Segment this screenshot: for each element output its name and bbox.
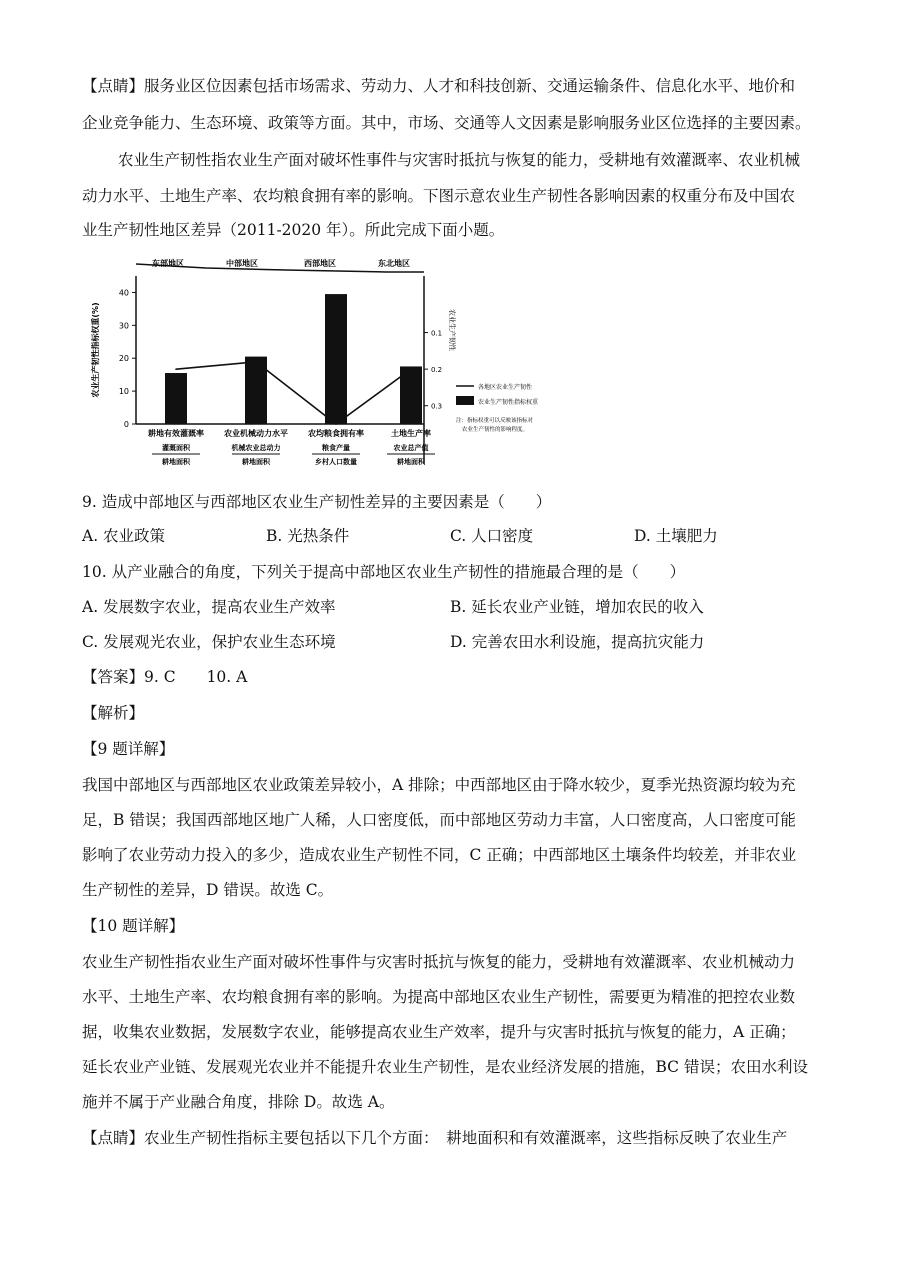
chart-right-tick-label: 0.3 xyxy=(431,402,443,411)
chart-line-point xyxy=(175,368,177,370)
chart-line-point xyxy=(255,361,257,363)
chart-region-label: 东部地区 xyxy=(152,259,184,268)
d9-line-3: 影响了农业劳动力投入的多少，造成农业生产韧性不同，C 正确；中西部地区土壤条件均较差，并非农业 xyxy=(82,846,797,864)
chart-legend-bar-label: 农业生产韧性指标权重 xyxy=(478,399,539,406)
d9-title: 【9 题详解】 xyxy=(82,740,175,758)
q9-stem: 9. 造成中部地区与西部地区农业生产韧性差异的主要因素是（ ） xyxy=(82,493,552,511)
chart-region-label: 东北地区 xyxy=(378,259,410,268)
chart-formula-numerator: 粮食产量 xyxy=(322,444,350,452)
q9-option-c: C. 人口密度 xyxy=(450,527,534,545)
figure-chart xyxy=(84,254,554,476)
q9-option-b: B. 光热条件 xyxy=(266,527,350,545)
chart-bar xyxy=(325,294,347,424)
chart-left-tick-label: 10 xyxy=(118,387,129,397)
top-note-line-1: 【点睛】服务业区位因素包括市场需求、劳动力、人才和科技创新、交通运输条件、信息化水平、地价和 xyxy=(82,77,796,95)
chart-category-label: 农业机械动力水平 xyxy=(224,429,288,438)
chart-formula-numerator: 农业总产值 xyxy=(393,444,429,452)
chart-formula-numerator: 机械农业总动力 xyxy=(231,444,281,452)
d9-line-1: 我国中部地区与西部地区农业政策差异较小，A 排除；中西部地区由于降水较少，夏季光热资源均较为充 xyxy=(82,776,796,794)
bottom-note: 【点睛】农业生产韧性指标主要包括以下几个方面： 耕地面积和有效灌溉率，这些指标反映了农业生产 xyxy=(82,1129,788,1147)
d10-line-2: 水平、土地生产率、农均粮食拥有率的影响。为提高中部地区农业生产韧性，需要更为精准的把控农业数 xyxy=(82,988,796,1006)
q10-option-d: D. 完善农田水利设施，提高抗灾能力 xyxy=(450,633,705,651)
q10-stem: 10. 从产业融合的角度，下列关于提高中部地区农业生产韧性的措施最合理的是（ ） xyxy=(82,563,686,581)
chart-left-tick-label: 0 xyxy=(123,420,129,429)
chart-formula-denominator: 耕地面积 xyxy=(242,458,270,466)
d10-line-1: 农业生产韧性指农业生产面对破坏性事件与灾害时抵抗与恢复的能力，受耕地有效灌溉率、农业机械动力 xyxy=(82,953,796,971)
chart-ylabel-right: 农业生产韧性 xyxy=(448,309,456,351)
top-note-line-2: 企业竞争能力、生态环境、政策等方面。其中，市场、交通等人文因素是影响服务业区位选择的主要因素。 xyxy=(82,114,811,132)
chart-region-label: 西部地区 xyxy=(304,259,336,268)
d10-line-4: 延长农业产业链、发展观光农业并不能提升农业生产韧性，是农业经济发展的措施，BC 错误；农田水利设 xyxy=(82,1058,808,1076)
q10-option-a: A. 发展数字农业，提高农业生产效率 xyxy=(82,598,336,616)
q9-option-a: A. 农业政策 xyxy=(82,527,166,545)
chart-svg xyxy=(84,254,554,476)
chart-right-tick-label: 0.1 xyxy=(431,329,443,338)
chart-ylabel-left: 农业生产韧性指标权重(%) xyxy=(91,302,100,398)
chart-left-tick-label: 40 xyxy=(118,288,129,298)
chart-line-point xyxy=(335,423,337,425)
chart-category-label: 土地生产率 xyxy=(391,429,431,438)
chart-category-label: 农均粮食拥有率 xyxy=(308,429,364,438)
analysis-label: 【解析】 xyxy=(82,704,145,722)
chart-note-line-1: 注：指标权重可以反映该指标对 xyxy=(456,418,534,424)
answer-line: 【答案】9. C 10. A xyxy=(82,668,248,686)
chart-bar xyxy=(165,373,187,424)
chart-note-line-2: 农业生产韧性的影响程度。 xyxy=(462,427,529,433)
chart-formula-denominator: 耕地面积 xyxy=(397,458,425,466)
chart-region-label: 中部地区 xyxy=(226,259,258,268)
chart-left-tick-label: 20 xyxy=(118,354,129,364)
intro-line-1: 农业生产韧性指农业生产面对破坏性事件与灾害时抵抗与恢复的能力，受耕地有效灌溉率、农业机械 xyxy=(118,151,801,169)
chart-line-point xyxy=(410,368,412,370)
chart-formula-denominator: 乡村人口数量 xyxy=(315,458,357,466)
chart-formula-numerator: 灌溉面积 xyxy=(162,444,190,452)
chart-right-tick-label: 0.2 xyxy=(431,366,443,375)
chart-formula-denominator: 耕地面积 xyxy=(162,458,190,466)
intro-line-3: 业生产韧性地区差异（2011-2020 年）。所此完成下面小题。 xyxy=(82,221,505,239)
intro-line-2: 动力水平、土地生产率、农均粮食拥有率的影响。下图示意农业生产韧性各影响因素的权重分布及中国农 xyxy=(82,187,796,205)
chart-legend-bar-swatch xyxy=(456,396,474,405)
chart-series-line xyxy=(176,362,411,424)
q9-option-d: D. 土壤肥力 xyxy=(634,527,718,545)
d10-title: 【10 题详解】 xyxy=(82,917,185,935)
chart-left-tick-label: 30 xyxy=(118,321,129,331)
chart-category-label: 耕地有效灌溉率 xyxy=(148,429,204,438)
d9-line-2: 足，B 错误；我国西部地区地广人稀，人口密度低，而中部地区劳动力丰富，人口密度高，人口密度可能 xyxy=(82,811,796,829)
d10-line-3: 据，收集农业数据，发展数字农业，能够提高农业生产效率，提升与灾害时抵抗与恢复的能力，A 正确； xyxy=(82,1023,796,1041)
chart-legend-line-label: 各地区农业生产韧性 xyxy=(478,384,533,391)
q10-option-b: B. 延长农业产业链，增加农民的收入 xyxy=(450,598,704,616)
d9-line-4: 生产韧性的差异，D 错误。故选 C。 xyxy=(82,881,334,899)
chart-bar xyxy=(245,357,267,424)
d10-line-5: 施并不属于产业融合角度，排除 D。故选 A。 xyxy=(82,1093,395,1111)
q10-option-c: C. 发展观光农业，保护农业生态环境 xyxy=(82,633,336,651)
